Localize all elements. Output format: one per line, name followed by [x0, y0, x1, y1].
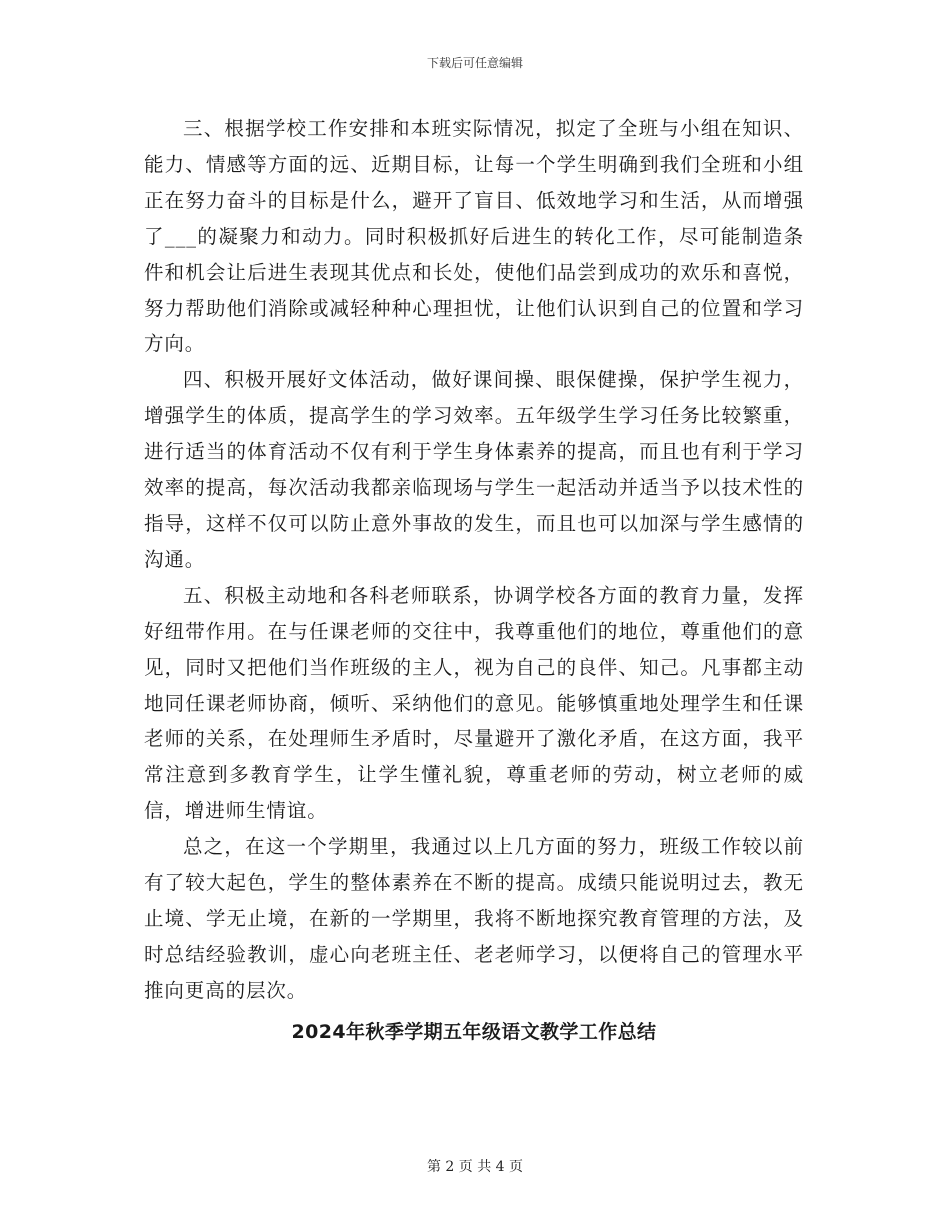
paragraph-section-4: 四、积极开展好文体活动，做好课间操、眼保健操，保护学生视力，增强学生的体质，提高学生的学习效率。五年级学生学习任务比较繁重，进行适当的体育活动不仅有利于学生身体素养的提高，而且也有利于学习效率的提高，每次活动我都亲临现场与学生一起活动并适当予以技术性的指导，这样不仅可以防止意外事故的发生，而且也可以加深与学生感情的沟通。	[144, 368, 804, 571]
page-number: 第 2 页 共 4 页	[426, 1159, 524, 1175]
page-header: 下载后可任意编辑	[426, 56, 523, 70]
document-body	[144, 111, 804, 1044]
paragraph-section-3: 三、根据学校工作安排和本班实际情况，拟定了全班与小组在知识、能力、情感等方面的远、近期目标，让每一个学生明确到我们全班和小组正在努力奋斗的目标是什么，避开了盲目、低效地学习和生活，从而增强了___的凝聚力和动力。同时积极抓好后进生的转化工作，尽可能制造条件和机会让后进生表现其优点和长处，使他们品尝到成功的欢乐和喜悦，努力帮助他们消除或减轻种种心理担忧，让他们认识到自己的位置和学习方向。	[144, 117, 804, 356]
paragraph-conclusion: 总之，在这一个学期里，我通过以上几方面的努力，班级工作较以前有了较大起色，学生的整体素养在不断的提高。成绩只能说明过去，教无止境、学无止境，在新的一学期里，我将不断地探究教育管理的方法，及时总结经验教训，虚心向老班主任、老老师学习，以便将自己的管理水平推向更高的层次。	[144, 835, 804, 1002]
paragraph-section-5: 五、积极主动地和各科老师联系，协调学校各方面的教育力量，发挥好纽带作用。在与任课老师的交往中，我尊重他们的地位，尊重他们的意见，同时又把他们当作班级的主人，视为自己的良伴、知己。凡事都主动地同任课老师协商，倾听、采纳他们的意见。能够慎重地处理学生和任课老师的关系，在处理师生矛盾时，尽量避开了激化矛盾，在这方面，我平常注意到多教育学生，让学生懂礼貌，尊重老师的劳动，树立老师的威信，增进师生情谊。	[144, 583, 804, 823]
section-title: 2024年秋季学期五年级语文教学工作总结	[291, 1020, 657, 1043]
